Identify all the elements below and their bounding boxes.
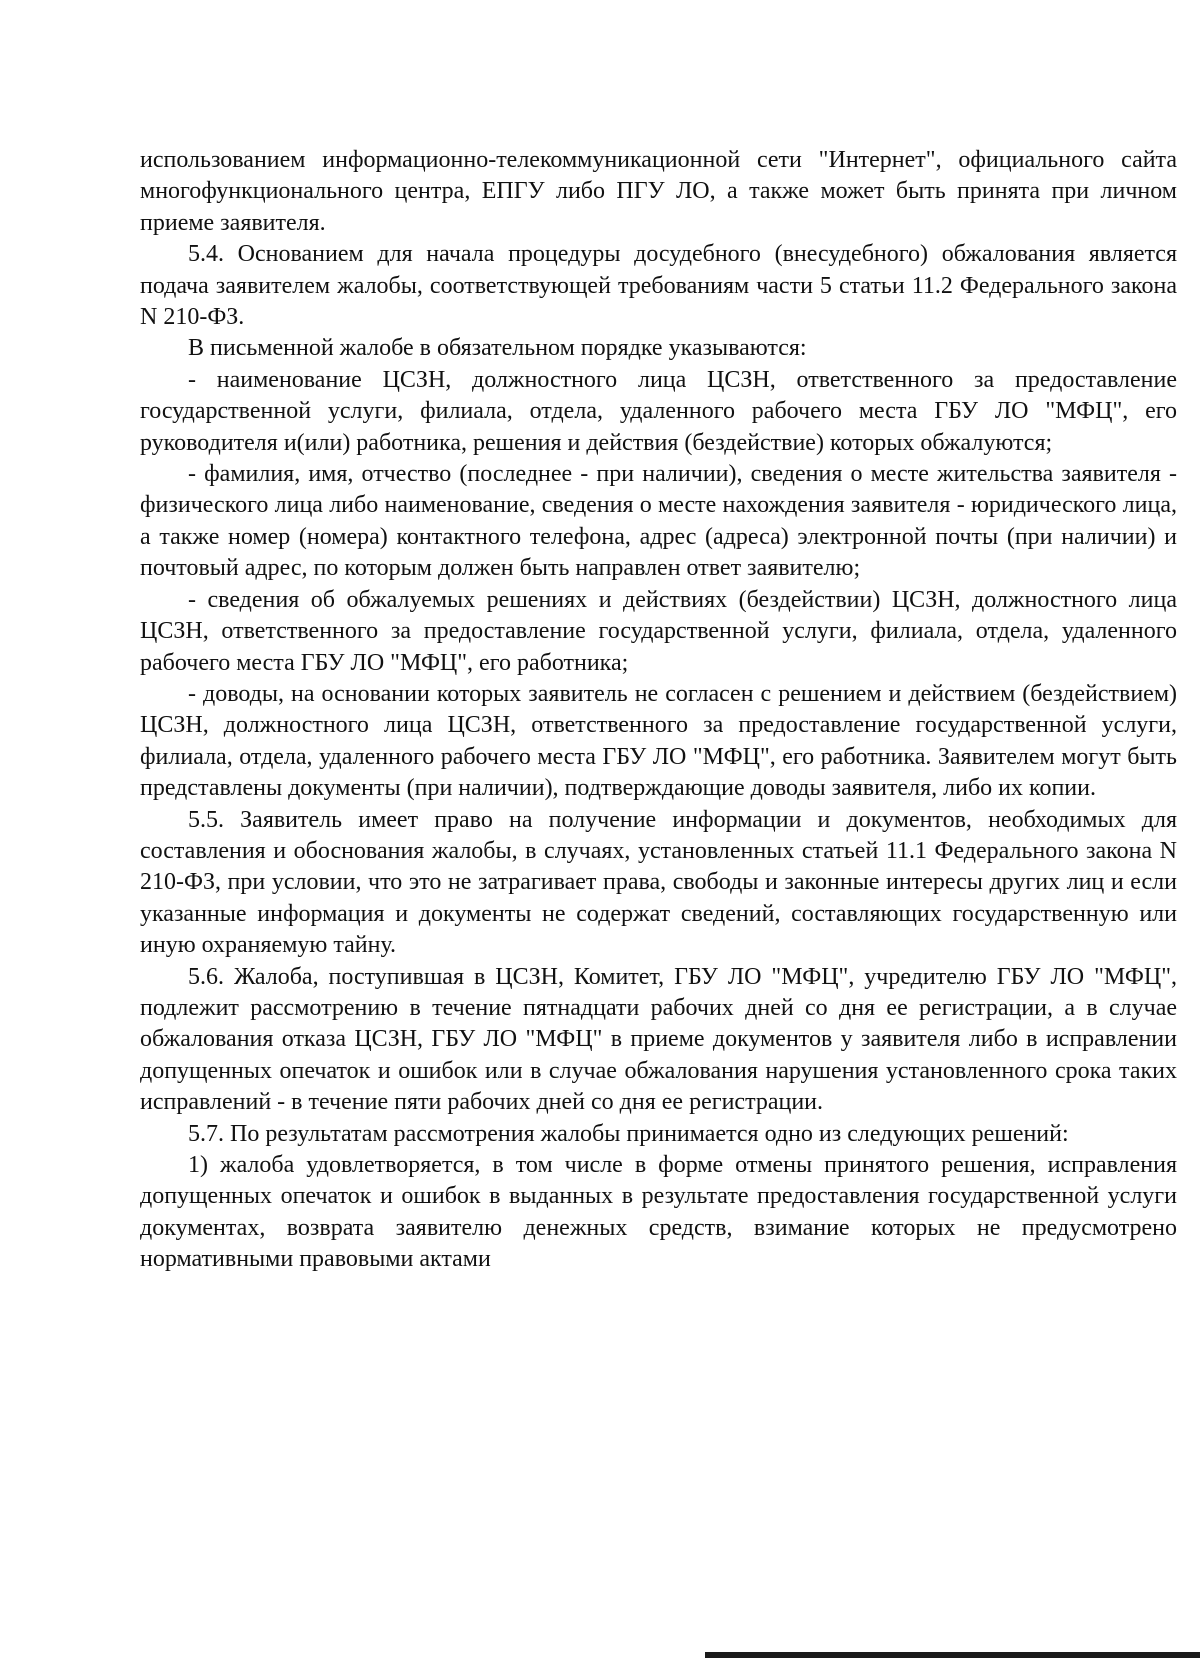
document-body (140, 145, 1177, 1276)
paragraph-complaint-intro: В письменной жалобе в обязательном порядке указываются: (188, 335, 807, 362)
paragraph-5-5: 5.5. Заявитель имеет право на получение информации и документов, необходимых для составления и обоснования жалобы, в случаях, установленных статьей 11.1 Федерального закона N 210-ФЗ, при условии, что это не затрагивает права, свободы и законные интересы других лиц и если указанные информация и документы не содержат сведений, составляющих государственную или иную охраняемую тайну. (140, 806, 1177, 959)
scan-edge-line (705, 1652, 1200, 1658)
list-item-1: 1) жалоба удовлетворяется, в том числе в форме отмены принятого решения, исправления допущенных опечаток и ошибок в выданных в результате предоставления государственной услуги документах, возврата заявителю денежных средств, взимание которых не предусмотрено нормативными правовыми актами (140, 1152, 1177, 1273)
list-item-applicant: - фамилия, имя, отчество (последнее - при наличии), сведения о месте жительства заявителя - физического лица либо наименование, сведения о месте нахождения заявителя - юридического лица, а также номер (номера) контактного телефона, адрес (адреса) электронной почты (при наличии) и почтовый адрес, по которым должен быть направлен ответ заявителю; (140, 461, 1177, 582)
list-item-arguments: - доводы, на основании которых заявитель не согласен с решением и действием (бездействием) ЦСЗН, должностного лица ЦСЗН, ответственного за предоставление государственной услуги, филиала, отдела, удаленного рабочего места ГБУ ЛО "МФЦ", его работника. Заявителем могут быть представлены документы (при наличии), подтверждающие доводы заявителя, либо их копии. (140, 680, 1177, 802)
paragraph-5-4: 5.4. Основанием для начала процедуры досудебного (внесудебного) обжалования является подача заявителем жалобы, соответствующей требованиям части 5 статьи 11.2 Федерального закона N 210-ФЗ. (140, 241, 1177, 331)
paragraph-5-6: 5.6. Жалоба, поступившая в ЦСЗН, Комитет, ГБУ ЛО "МФЦ", учредителю ГБУ ЛО "МФЦ", подлежит рассмотрению в течение пятнадцати рабочих дней со дня ее регистрации, а в случае обжалования отказа ЦСЗН, ГБУ ЛО "МФЦ" в приеме документов у заявителя либо в исправлении допущенных опечаток и ошибок или в случае обжалования нарушения установленного срока таких исправлений - в течение пяти рабочих дней со дня ее регистрации. (140, 963, 1177, 1116)
list-item-name: - наименование ЦСЗН, должностного лица ЦСЗН, ответственного за предоставление государственной услуги, филиала, отдела, удаленного рабочего места ГБУ ЛО "МФЦ", его руководителя и(или) работника, решения и действия (бездействие) которых обжалуются; (140, 366, 1177, 456)
list-item-decisions: - сведения об обжалуемых решениях и действиях (бездействии) ЦСЗН, должностного лица ЦСЗН, ответственного за предоставление государственной услуги, филиала, отдела, удаленного рабочего места ГБУ ЛО "МФЦ", его работника; (140, 586, 1177, 676)
paragraph-continuation: использованием информационно-телекоммуникационной сети "Интернет", официального сайта многофункционального центра, ЕПГУ либо ПГУ ЛО, а также может быть принята при личном приеме заявителя. (140, 147, 1177, 236)
paragraph-5-7: 5.7. По результатам рассмотрения жалобы принимается одно из следующих решений: (188, 1120, 1069, 1147)
